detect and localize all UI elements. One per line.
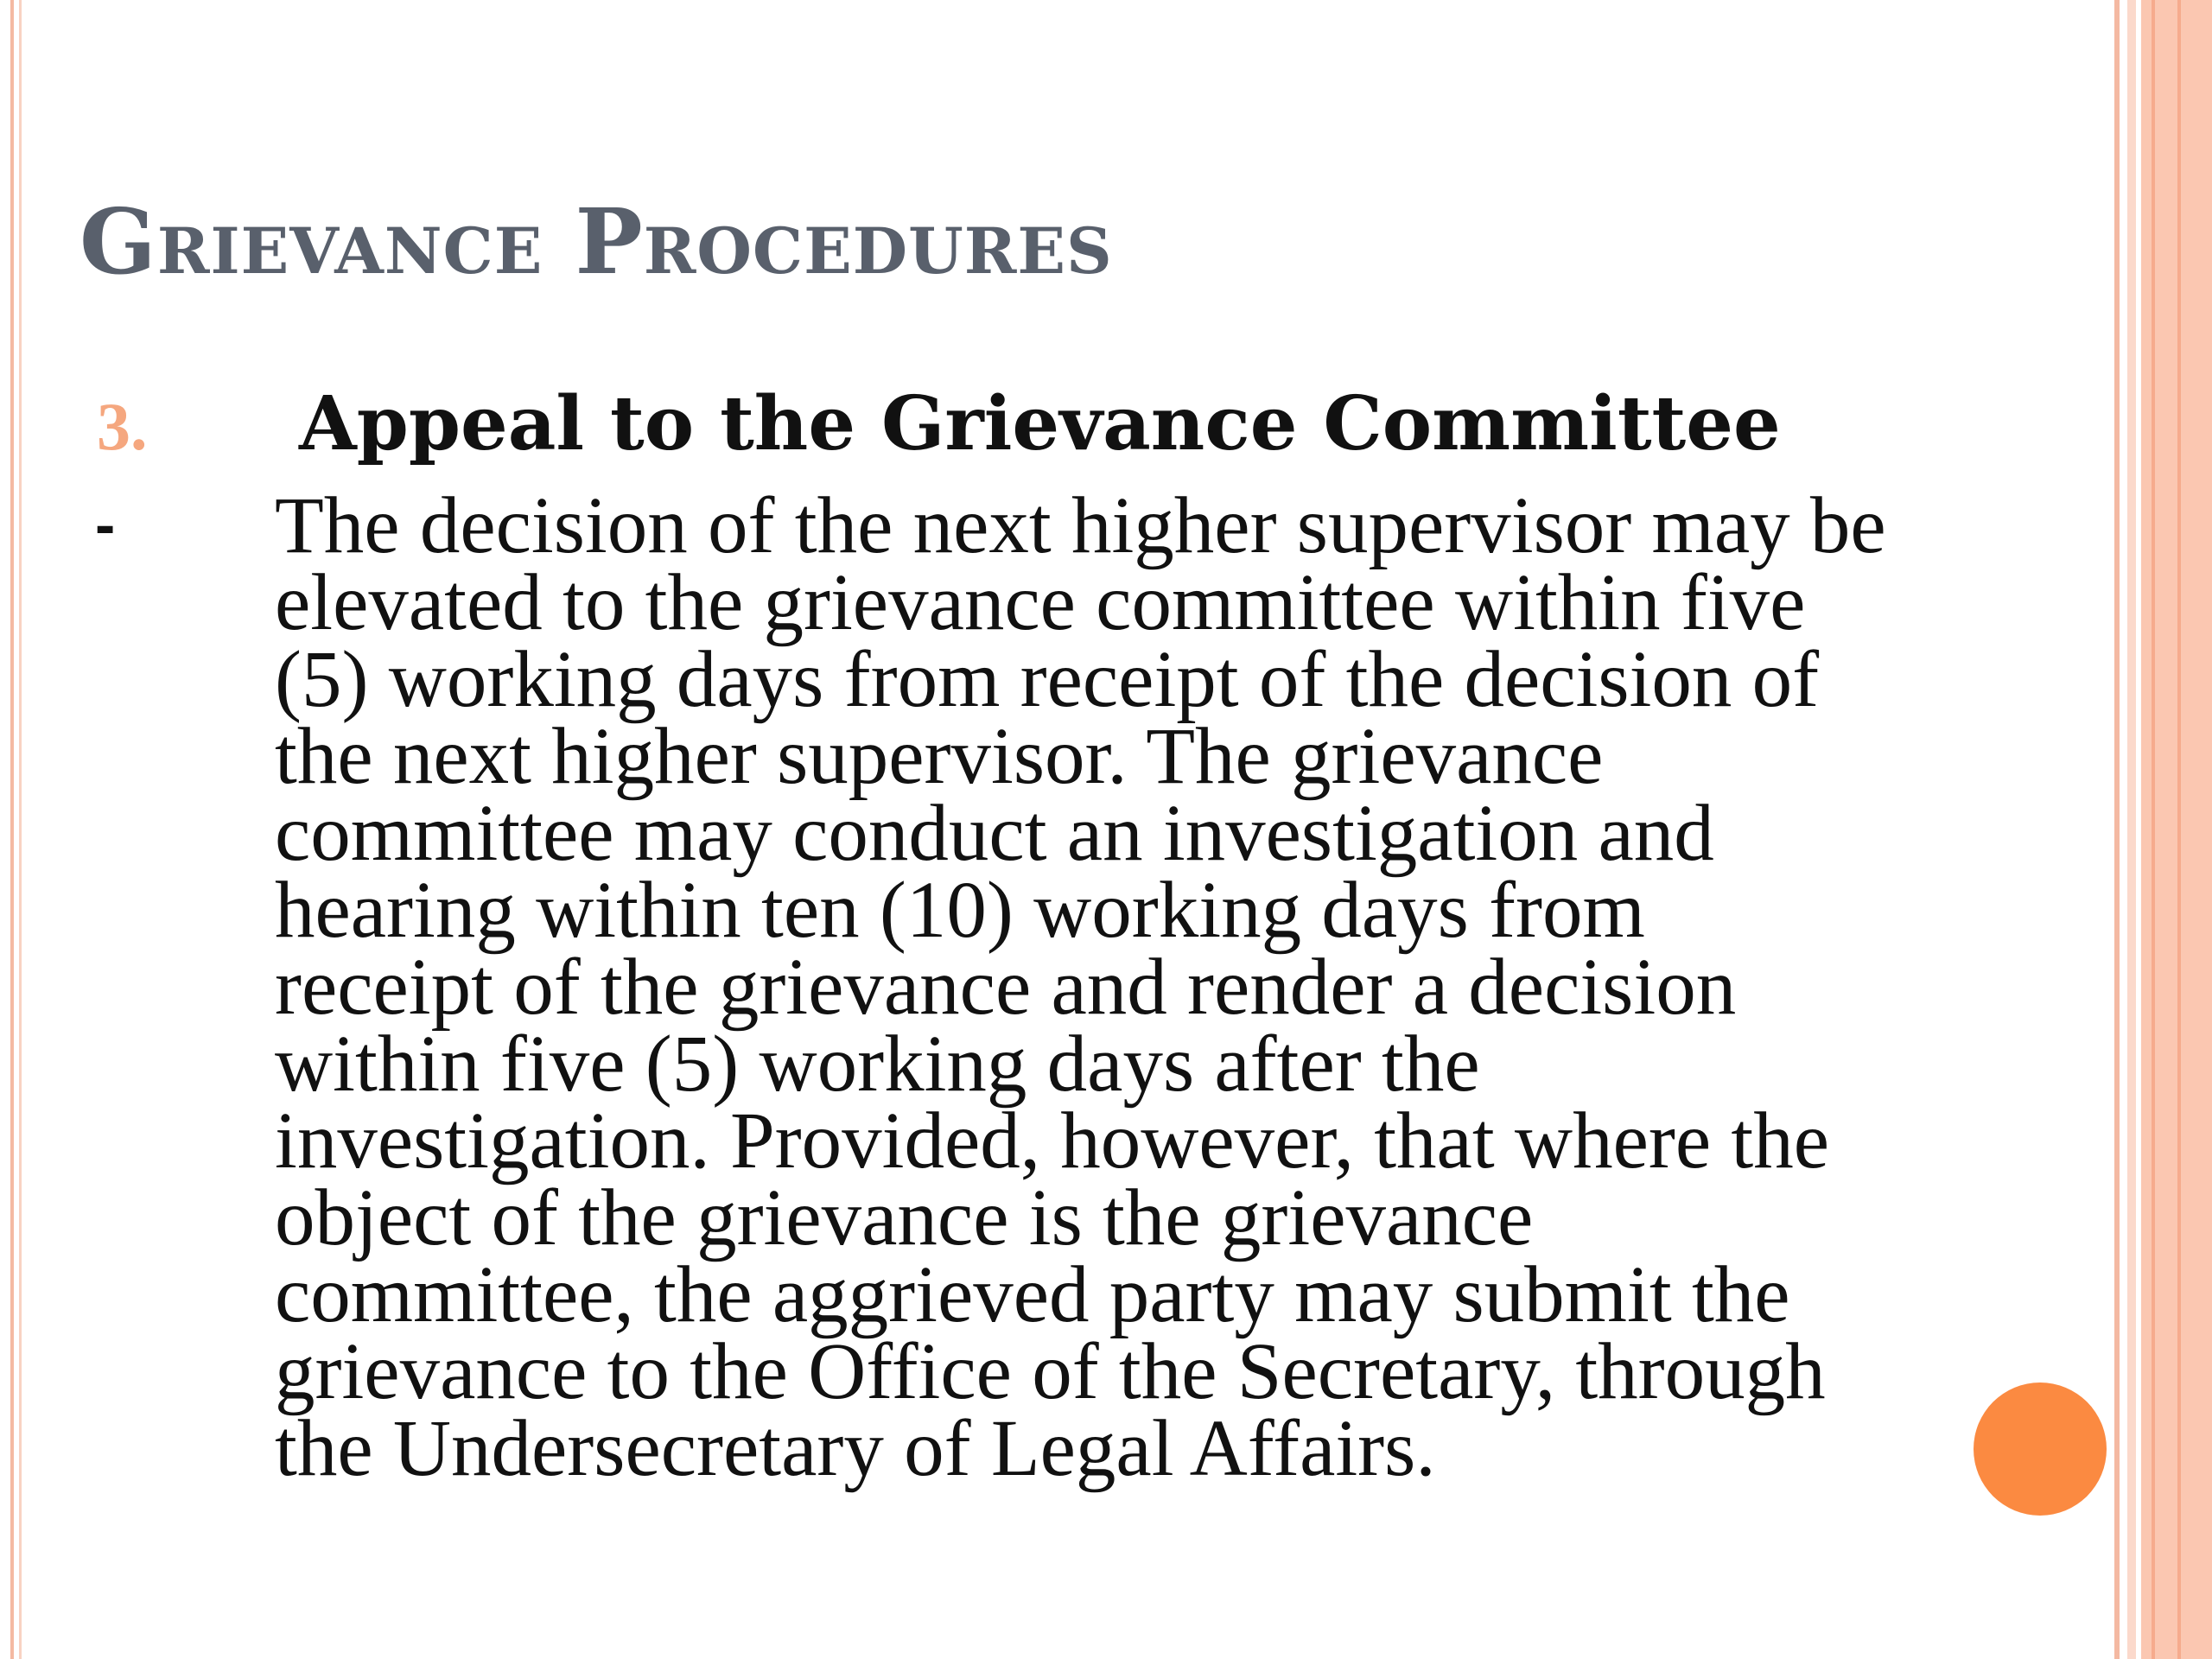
- item-heading: Appeal to the Grievance Committee: [299, 380, 1781, 467]
- body-line: grievance to the Office of the Secretary, through: [275, 1327, 1826, 1416]
- body-line: committee, the aggrieved party may submit the: [275, 1250, 1790, 1339]
- body-line: object of the grievance is the grievance: [275, 1173, 1534, 1262]
- item-number: 3.: [97, 389, 148, 464]
- body-line: hearing within ten (10) working days from: [275, 866, 1645, 955]
- orange-circle-decoration: [1974, 1382, 2107, 1516]
- right-border-line: [2152, 0, 2155, 1659]
- bullet-dash: -: [95, 491, 116, 558]
- slide-title: Grievance Procedures: [79, 188, 1113, 295]
- body-line: investigation. Provided, however, that where the: [275, 1096, 1829, 1185]
- body-line: committee may conduct an investigation and: [275, 789, 1714, 878]
- body-line: the Undersecretary of Legal Affairs.: [275, 1404, 1436, 1493]
- left-border-line: [10, 0, 14, 1659]
- body-paragraph: [275, 481, 2124, 1493]
- body-line: within five (5) working days after the: [275, 1020, 1480, 1109]
- body-line: The decision of the next higher supervisor may be: [275, 481, 1886, 570]
- body-line: the next higher supervisor. The grievance: [275, 712, 1604, 801]
- body-line: elevated to the grievance committee within five: [275, 558, 1806, 647]
- body-line: (5) working days from receipt of the decision of: [275, 635, 1820, 724]
- body-line: receipt of the grievance and render a decision: [275, 943, 1737, 1032]
- right-border-stripe: [2127, 0, 2136, 1659]
- right-border-line: [2177, 0, 2181, 1659]
- left-border-line-inner: [19, 0, 22, 1659]
